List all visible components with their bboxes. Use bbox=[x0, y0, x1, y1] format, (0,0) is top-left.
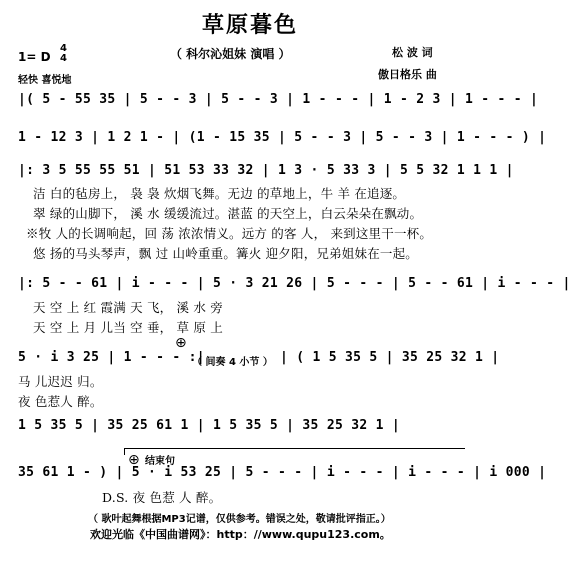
ds-lyric-line: D.S. 夜 色惹 人 醉。 bbox=[102, 490, 222, 505]
score-line: |( 5 - 55 35 | 5 - - 3 | 5 - - 3 | 1 - - - | 1 - 2 3 | 1 - - - | bbox=[18, 92, 539, 107]
lyric-line: 洁 白的毡房上， 袅 袅 炊烟飞舞。无边 的草地上，牛 羊 在追逐。 bbox=[33, 186, 406, 201]
score-line: 1 5 35 5 | 35 25 61 1 | 1 5 35 5 | 35 25 32 1 | bbox=[18, 418, 400, 433]
interlude-note: （ 间奏 4 小节 ） bbox=[192, 357, 273, 368]
lyric-line: 悠 扬的马头琴声，飘 过 山岭重重。篝火 迎夕阳，兄弟姐妹在一起。 bbox=[33, 246, 418, 261]
lyric-line: 马 儿迟迟 归。 bbox=[18, 374, 103, 389]
ending-label: 结束句 bbox=[145, 456, 175, 467]
composer-credit: 傲日格乐 曲 bbox=[378, 68, 437, 81]
footer-website-link[interactable]: 欢迎光临《中国曲谱网》：http：//www.qupu123.com。 bbox=[90, 528, 391, 541]
score-line: | ( 1 5 35 5 | 35 25 32 1 | bbox=[280, 350, 500, 365]
score-line: 1 - 12 3 | 1 2 1 - | (1 - 15 35 | 5 - - 3 | 5 - - 3 | 1 - - - ) | bbox=[18, 130, 547, 145]
score-line: |: 5 - - 61 | i - - - | 5 · 3 21 26 | 5 - - - | 5 - - 61 | i - - - | bbox=[18, 276, 571, 291]
time-signature bbox=[60, 44, 67, 64]
ending-bracket bbox=[124, 448, 465, 455]
score-line: |: 3 5 55 55 51 | 51 53 33 32 | 1 3 · 5 33 3 | 5 5 32 1 1 1 | bbox=[18, 163, 514, 178]
tempo-marking: 轻快 喜悦地 bbox=[18, 75, 72, 86]
coda-icon: ⊕ bbox=[128, 452, 140, 468]
lyric-line: 翠 绿的山脚下， 溪 水 缓缓流过。湛蓝 的天空上，白云朵朵在飘动。 bbox=[33, 206, 423, 221]
score-line: 35 61 1 - ) | 5 · i 53 25 | 5 - - - | i - - - | i - - - | i 000 | bbox=[18, 465, 547, 480]
lyric-line: 天 空 上 红 霞满 天 飞， 溪 水 旁 bbox=[33, 300, 223, 315]
time-signature-top: 4 bbox=[60, 43, 67, 54]
time-signature-bottom: 4 bbox=[60, 53, 67, 64]
key-signature: 1= D bbox=[18, 50, 51, 64]
song-title: 草原暮色 bbox=[201, 12, 298, 38]
performer-subtitle: （ 科尔沁姐妹 演唱 ） bbox=[170, 47, 291, 61]
footer-note: （ 耿叶起舞根据MP3记谱，仅供参考。错误之处，敬请批评指正。） bbox=[88, 514, 391, 525]
lyric-line: 天 空 上 月 儿当 空 垂， 草 原 上 bbox=[33, 320, 223, 335]
coda-icon: ⊕ bbox=[175, 335, 187, 351]
lyricist-credit: 松 波 词 bbox=[392, 46, 433, 59]
score-line: 5 · i 3 25 | 1 - - - :| bbox=[18, 350, 205, 365]
lyric-line: 夜 色惹人 醉。 bbox=[18, 394, 103, 409]
lyric-line: ※牧 人的长调响起，回 荡 浓浓情义。远方 的客 人， 来到这里干一杯。 bbox=[26, 226, 433, 241]
